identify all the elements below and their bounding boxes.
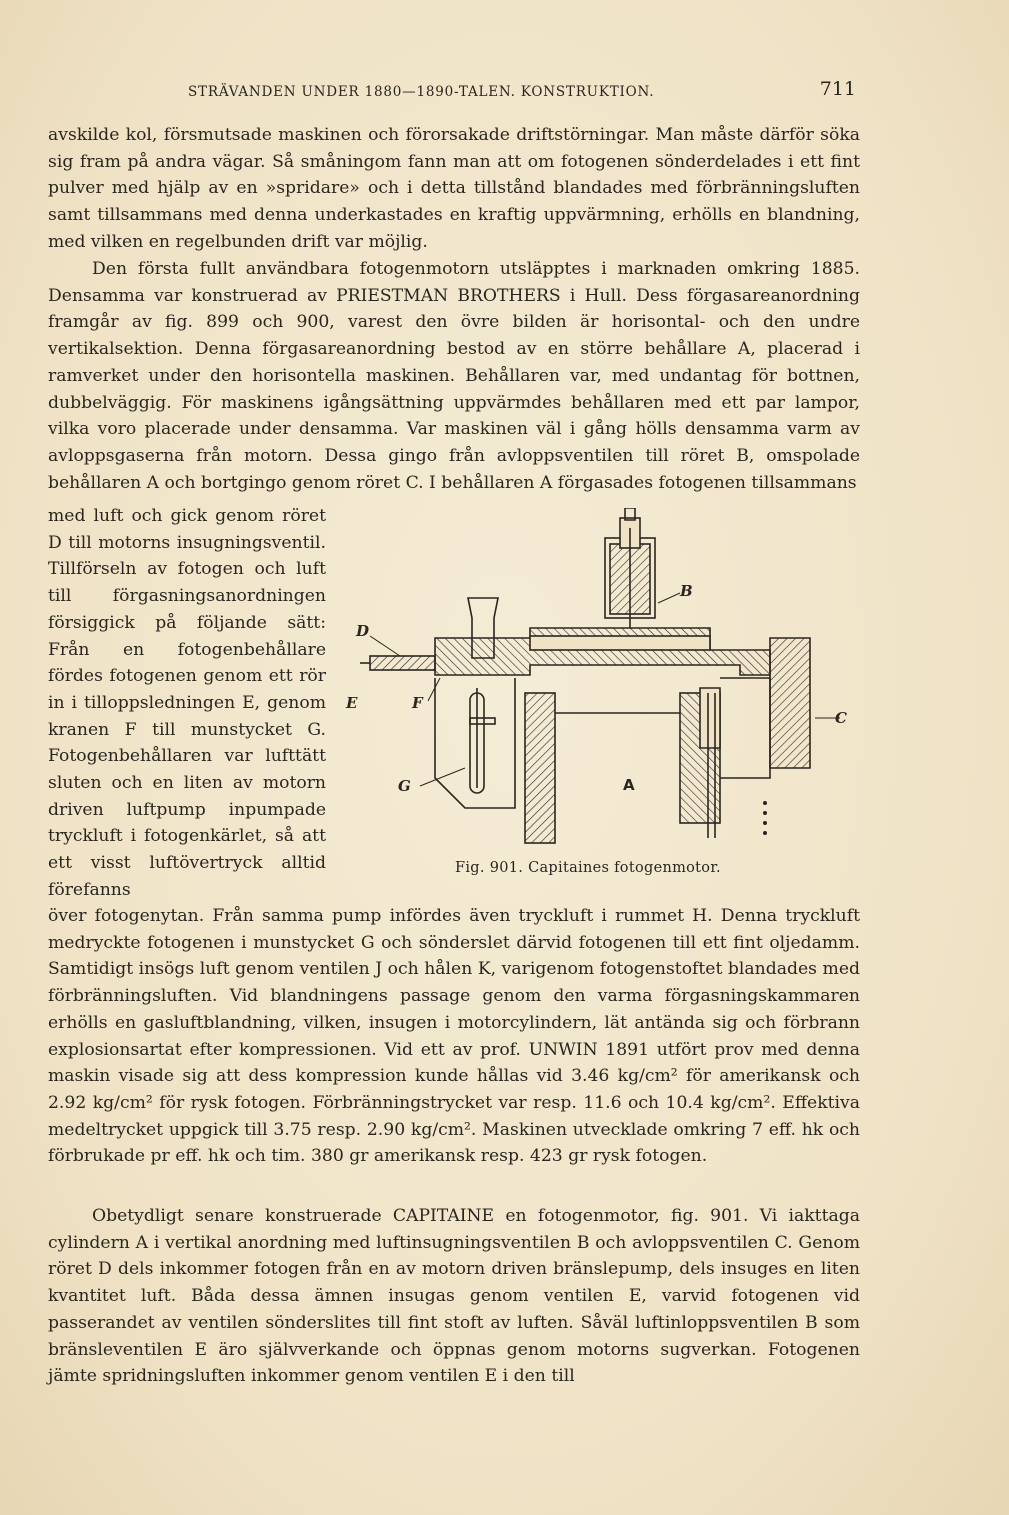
paragraph-2: Den första fullt användbara fotogenmotorn utsläpptes i marknaden omkring 1885. Densamma var konstruerad av PRIESTMAN BROTHERS i Hull. Dess förgasareanordning framgår av fig. 899 och 900, varest den övre bilden är horisontal- och den undre vertikalsektion. Denna förgasareanordning bestod av en större behållare A, placerad i ramverket under den horisontella maskinen. Behållaren var, med undantag för bottnen, dubbelväggig. För maskinens igångsättning uppvärmdes behållaren med ett par lampor, vilka voro placerade under densamma. Var maskinen väl i gång hölls densamma varm av avloppsgaserna från motorn. Dessa gingo från avloppsventilen till röret B, omspolade behållaren A och bortgingo genom röret C. I behållaren A förgasades fotogenen tillsammans xyxy=(48,259,860,493)
cylinder-wall-left xyxy=(525,693,555,843)
figure-caption: Fig. 901. Capitaines fotogenmotor. xyxy=(455,860,721,876)
label-D: D xyxy=(356,622,370,640)
label-G: G xyxy=(398,777,411,795)
label-A: A xyxy=(623,776,635,794)
running-header xyxy=(48,78,856,104)
figure-901 xyxy=(340,508,860,888)
label-C: C xyxy=(835,709,847,727)
label-E: E xyxy=(346,694,358,712)
page-number: 711 xyxy=(819,78,856,100)
paragraph-4: över fotogenytan. Från samma pump infördes även tryckluft i rummet H. Denna tryckluft medryckte fotogenen i munstycket G och sönderslet därvid fotogenen till ett fint oljedamm. Samtidigt insögs luft genom ventilen J och hålen K, varigenom fotogenstoftet blandades med förbränningsluften. Vid blandningens passage genom den varma förgasningskammaren erhölls en gasluftblandning, vilken, insugen i motorcylindern, lät antända sig och förbrann explosionsartat efter kompressionen. Vid ett av prof. UNWIN 1891 utfört prov med denna maskin visade sig att dess kompression kunde hållas vid 3.46 kg/cm² för amerikansk och 2.92 kg/cm² för rysk fotogen. Förbränningstrycket var resp. 11.6 och 10.4 kg/cm². Effektiva medeltrycket uppgick till 3.75 resp. 2.90 kg/cm². Maskinen utvecklade omkring 7 eff. hk och förbrukade pr eff. hk och tim. 380 gr amerikansk resp. 423 gr rysk fotogen. xyxy=(48,906,860,1167)
label-F: F xyxy=(412,694,423,712)
running-title: STRÄVANDEN UNDER 1880—1890-TALEN. KONSTRUKTION. xyxy=(188,84,655,100)
engine-cross-section-diagram xyxy=(340,508,860,853)
label-B: B xyxy=(680,582,693,600)
paragraph-3-wrapped: med luft och gick genom röret D till motorns insugningsventil. Tillförseln av fotogen och luft till förgasningsanordningen försiggick på följande sätt: Från en fotogenbehållare fördes fotogenen genom ett rör in i tilloppsledningen E, genom kranen F till munstycket G. Fotogenbehållaren var lufttätt sluten och en liten av motorn driven luftpump inpumpade tryckluft i fotogenkärlet, så att ett visst luftövertryck alltid förefanns xyxy=(48,506,326,900)
paragraph-1: avskilde kol, försmutsade maskinen och förorsakade driftstörningar. Man måste därför söka sig fram på andra vägar. Så småningom fann man att om fotogenen sönderdelades i ett fint pulver med hjälp av en »spridare» och i detta tillstånd blandades med förbränningsluften samt tillsammans med denna underkastades en kraftig uppvärmning, erhölls en blandning, med vilken en regelbunden drift var möjlig. xyxy=(48,125,860,252)
paragraph-5: Obetydligt senare konstruerade CAPITAINE en fotogenmotor, fig. 901. Vi iakttaga cylindern A i vertikal anordning med luftinsugningsventilen B och avloppsventilen C. Genom röret D dels inkommer fotogen från en av motorn driven bränslepump, dels insuges en liten kvantitet luft. Båda dessa ämnen insugas genom ventilen E, varvid fotogenen vid passerandet av ventilen sönderslites till fint stoft av luften. Såväl luftinloppsventilen B som bränsleventilen E äro självverkande och öppnas genom motorns sugverkan. Fotogenen jämte spridningsluften inkommer genom ventilen E i den till xyxy=(48,1206,860,1387)
